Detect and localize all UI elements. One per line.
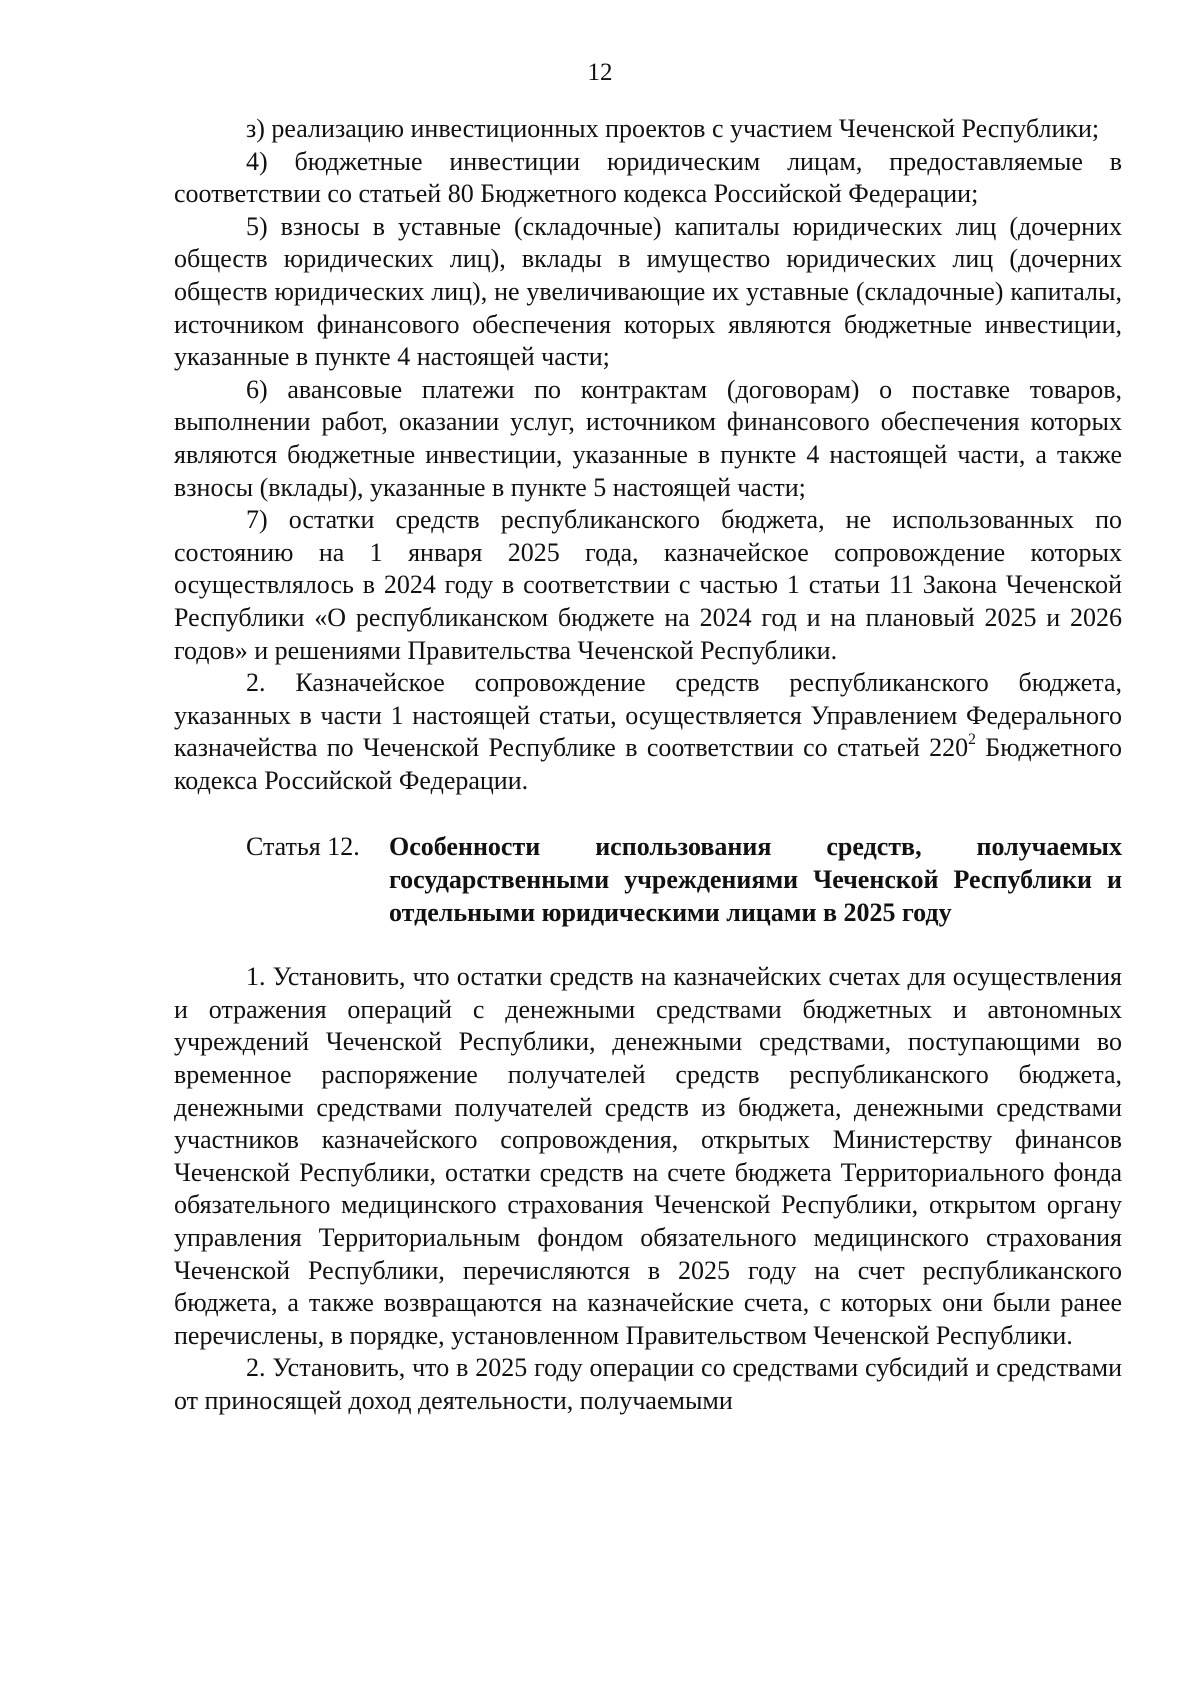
superscript-index: 2 bbox=[968, 731, 976, 749]
article-title: Особенности использования средств, получаемых государственными учреждениями Чеченской Республики и отдельными юридическими лицами в 2025 году bbox=[389, 832, 1122, 927]
list-item-5: 5) взносы в уставные (складочные) капиталы юридических лиц (дочерних обществ юридических лиц), вклады в имущество юридических лиц (дочерних обществ юридических лиц), не увеличивающие их уставные (складочные) капиталы, источником финансового обеспечения которых являются бюджетные инвестиции, указанные в пункте 4 настоящей части; bbox=[174, 211, 1122, 372]
list-item-7: 7) остатки средств республиканского бюджета, не использованных по состоянию на 1 января 2025 года, казначейское сопровождение которых осуществлялось в 2024 году в соответствии с частью 1 статьи 11 Закона Чеченской Республики «О республиканском бюджете на 2024 год и на плановый 2025 и 2026 годов» и решениями Правительства Чеченской Республики. bbox=[174, 505, 1122, 665]
list-item-6: 6) авансовые платежи по контрактам (договорам) о поставке товаров, выполнении работ, оказании услуг, источником финансового обеспечения которых являются бюджетные инвестиции, указанные в пункте 4 настоящей части, а также взносы (вклады), указанные в пункте 5 настоящей части; bbox=[174, 374, 1122, 502]
treasury-text-before: 2. Казначейское сопровождение средств республиканского бюджета, указанных в части 1 настоящей статьи, осуществляется Управлением Федерального казначейства по Чеченской Республике в соответствии со статьей 220 bbox=[174, 668, 1122, 763]
treasury-text-after: Бюджетного кодекса Российской Федерации. bbox=[174, 733, 1123, 795]
article-paragraph-1: 1. Установить, что остатки средств на казначейских счетах для осуществления и отражения операций с денежными средствами бюджетных и автономных учреждений Чеченской Республики, денежными средствами, поступающими во временное распоряжение получателей средств республиканского бюджета, денежными средствами получателей средств из бюджета, денежными средствами участников казначейского сопровождения, открытых Министерству финансов Чеченской Республики, остатки средств на счете бюджета Территориального фонда обязательного медицинского страхования Чеченской Республики, открытом органу управления Территориальным фондом обязательного медицинского страхования Чеченской Республики, перечисляются в 2025 году на счет республиканского бюджета, а также возвращаются на казначейские счета, с которых они были ранее перечислены, в порядке, установленном Правительством Чеченской Республики. bbox=[174, 962, 1122, 1350]
paragraph-treasury-support bbox=[174, 667, 1122, 797]
page-number: 12 bbox=[587, 59, 613, 86]
article-heading bbox=[174, 831, 1122, 929]
list-item-4: 4) бюджетные инвестиции юридическим лицам, предоставляемые в соответствии со статьей 80 Бюджетного кодекса Российской Федерации; bbox=[174, 146, 1122, 209]
document-body bbox=[174, 113, 1122, 1418]
article-label: Статья 12. bbox=[246, 832, 360, 862]
article-paragraph-2: 2. Установить, что в 2025 году операции со средствами субсидий и средствами от приносящей доход деятельности, получаемыми bbox=[174, 1353, 1122, 1415]
list-item-z: з) реализацию инвестиционных проектов с участием Чеченской Республики; bbox=[246, 114, 1100, 143]
